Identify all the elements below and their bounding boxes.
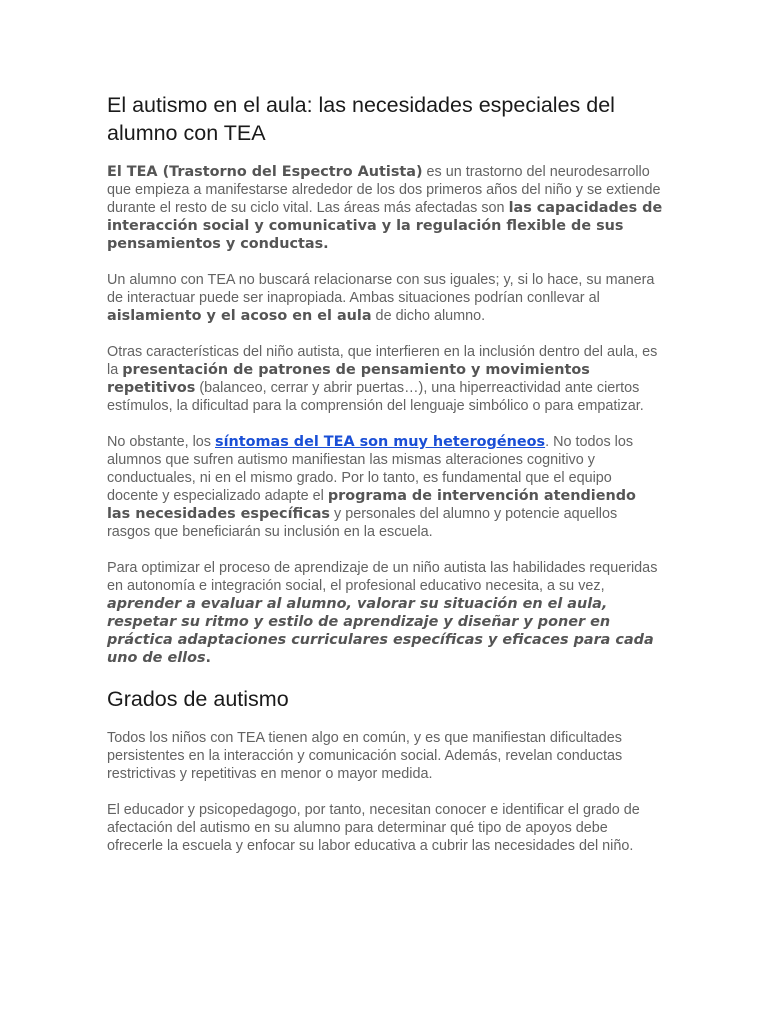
- paragraph-4: [107, 433, 663, 541]
- document-page: [107, 91, 663, 855]
- text: Otras características del niño autista, que interfieren en la inclusión dentro del aula, es la: [107, 344, 658, 378]
- bold-text: las capacidades de interacción social y comunicativa y la regulación flexible de sus pensamientos y conductas.: [107, 200, 663, 252]
- paragraph-2: [107, 271, 663, 325]
- text: Un alumno con TEA no buscará relacionarse con sus iguales; y, si lo hace, su manera de interactuar puede ser inapropiada. Ambas situaciones podrían conllevar al: [107, 272, 655, 306]
- text: y personales del alumno y potencie aquellos rasgos que beneficiarán su inclusión en la escuela.: [107, 506, 618, 540]
- bold-text: .: [205, 650, 212, 666]
- bold-text: presentación de patrones de pensamiento y movimientos repetitivos: [107, 362, 590, 396]
- section-heading: Grados de autismo: [107, 687, 289, 711]
- paragraph-5: [107, 559, 663, 667]
- text: No obstante, los: [107, 434, 215, 450]
- paragraph-7: El educador y psicopedagogo, por tanto, necesitan conocer e identificar el grado de afectación del autismo en su alumno para determinar qué tipo de apoyos debe ofrecerle la escuela y enfocar su labor educativa a cubrir las necesidades del niño.: [107, 802, 640, 854]
- text: (balanceo, cerrar y abrir puertas…), una hiperreactividad ante ciertos estímulos, la dificultad para la comprensión del lenguaje simbólico o para empatizar.: [107, 380, 644, 414]
- text: de dicho alumno.: [371, 308, 486, 324]
- text: . No todos los alumnos que sufren autismo manifiestan las mismas alteraciones cognitivo y conductuales, ni en el mismo grado. Por lo tanto, es fundamental que el equipo docente y especializado adapte el: [107, 434, 634, 504]
- bold-text: El TEA (Trastorno del Espectro Autista): [107, 164, 423, 180]
- bold-text: programa de intervención atendiendo las necesidades específicas: [107, 488, 636, 522]
- paragraph-6: Todos los niños con TEA tienen algo en común, y es que manifiestan dificultades persistentes en la interacción y comunicación social. Además, revelan conductas restrictivas y repetitivas en menor o mayor medida.: [107, 730, 623, 782]
- paragraph-1: [107, 163, 663, 253]
- tea-symptoms-link[interactable]: síntomas del TEA son muy heterogéneos: [215, 434, 546, 450]
- text: es un trastorno del neurodesarrollo que empieza a manifestarse alrededor de los dos primeros años del niño y se extiende durante el resto de su ciclo vital. Las áreas más afectadas son: [107, 164, 661, 216]
- article-title: El autismo en el aula: las necesidades especiales del alumno con TEA: [107, 93, 615, 145]
- bold-text: aislamiento y el acoso en el aula: [107, 308, 372, 324]
- paragraph-3: [107, 343, 663, 415]
- bold-italic-text: aprender a evaluar al alumno, valorar su situación en el aula, respetar su ritmo y estilo de aprendizaje y diseñar y poner en práctica adaptaciones curriculares específicas y eficaces para cada uno de ellos: [107, 596, 654, 666]
- text: Para optimizar el proceso de aprendizaje de un niño autista las habilidades requeridas en autonomía e integración social, el profesional educativo necesita, a su vez,: [107, 560, 658, 594]
